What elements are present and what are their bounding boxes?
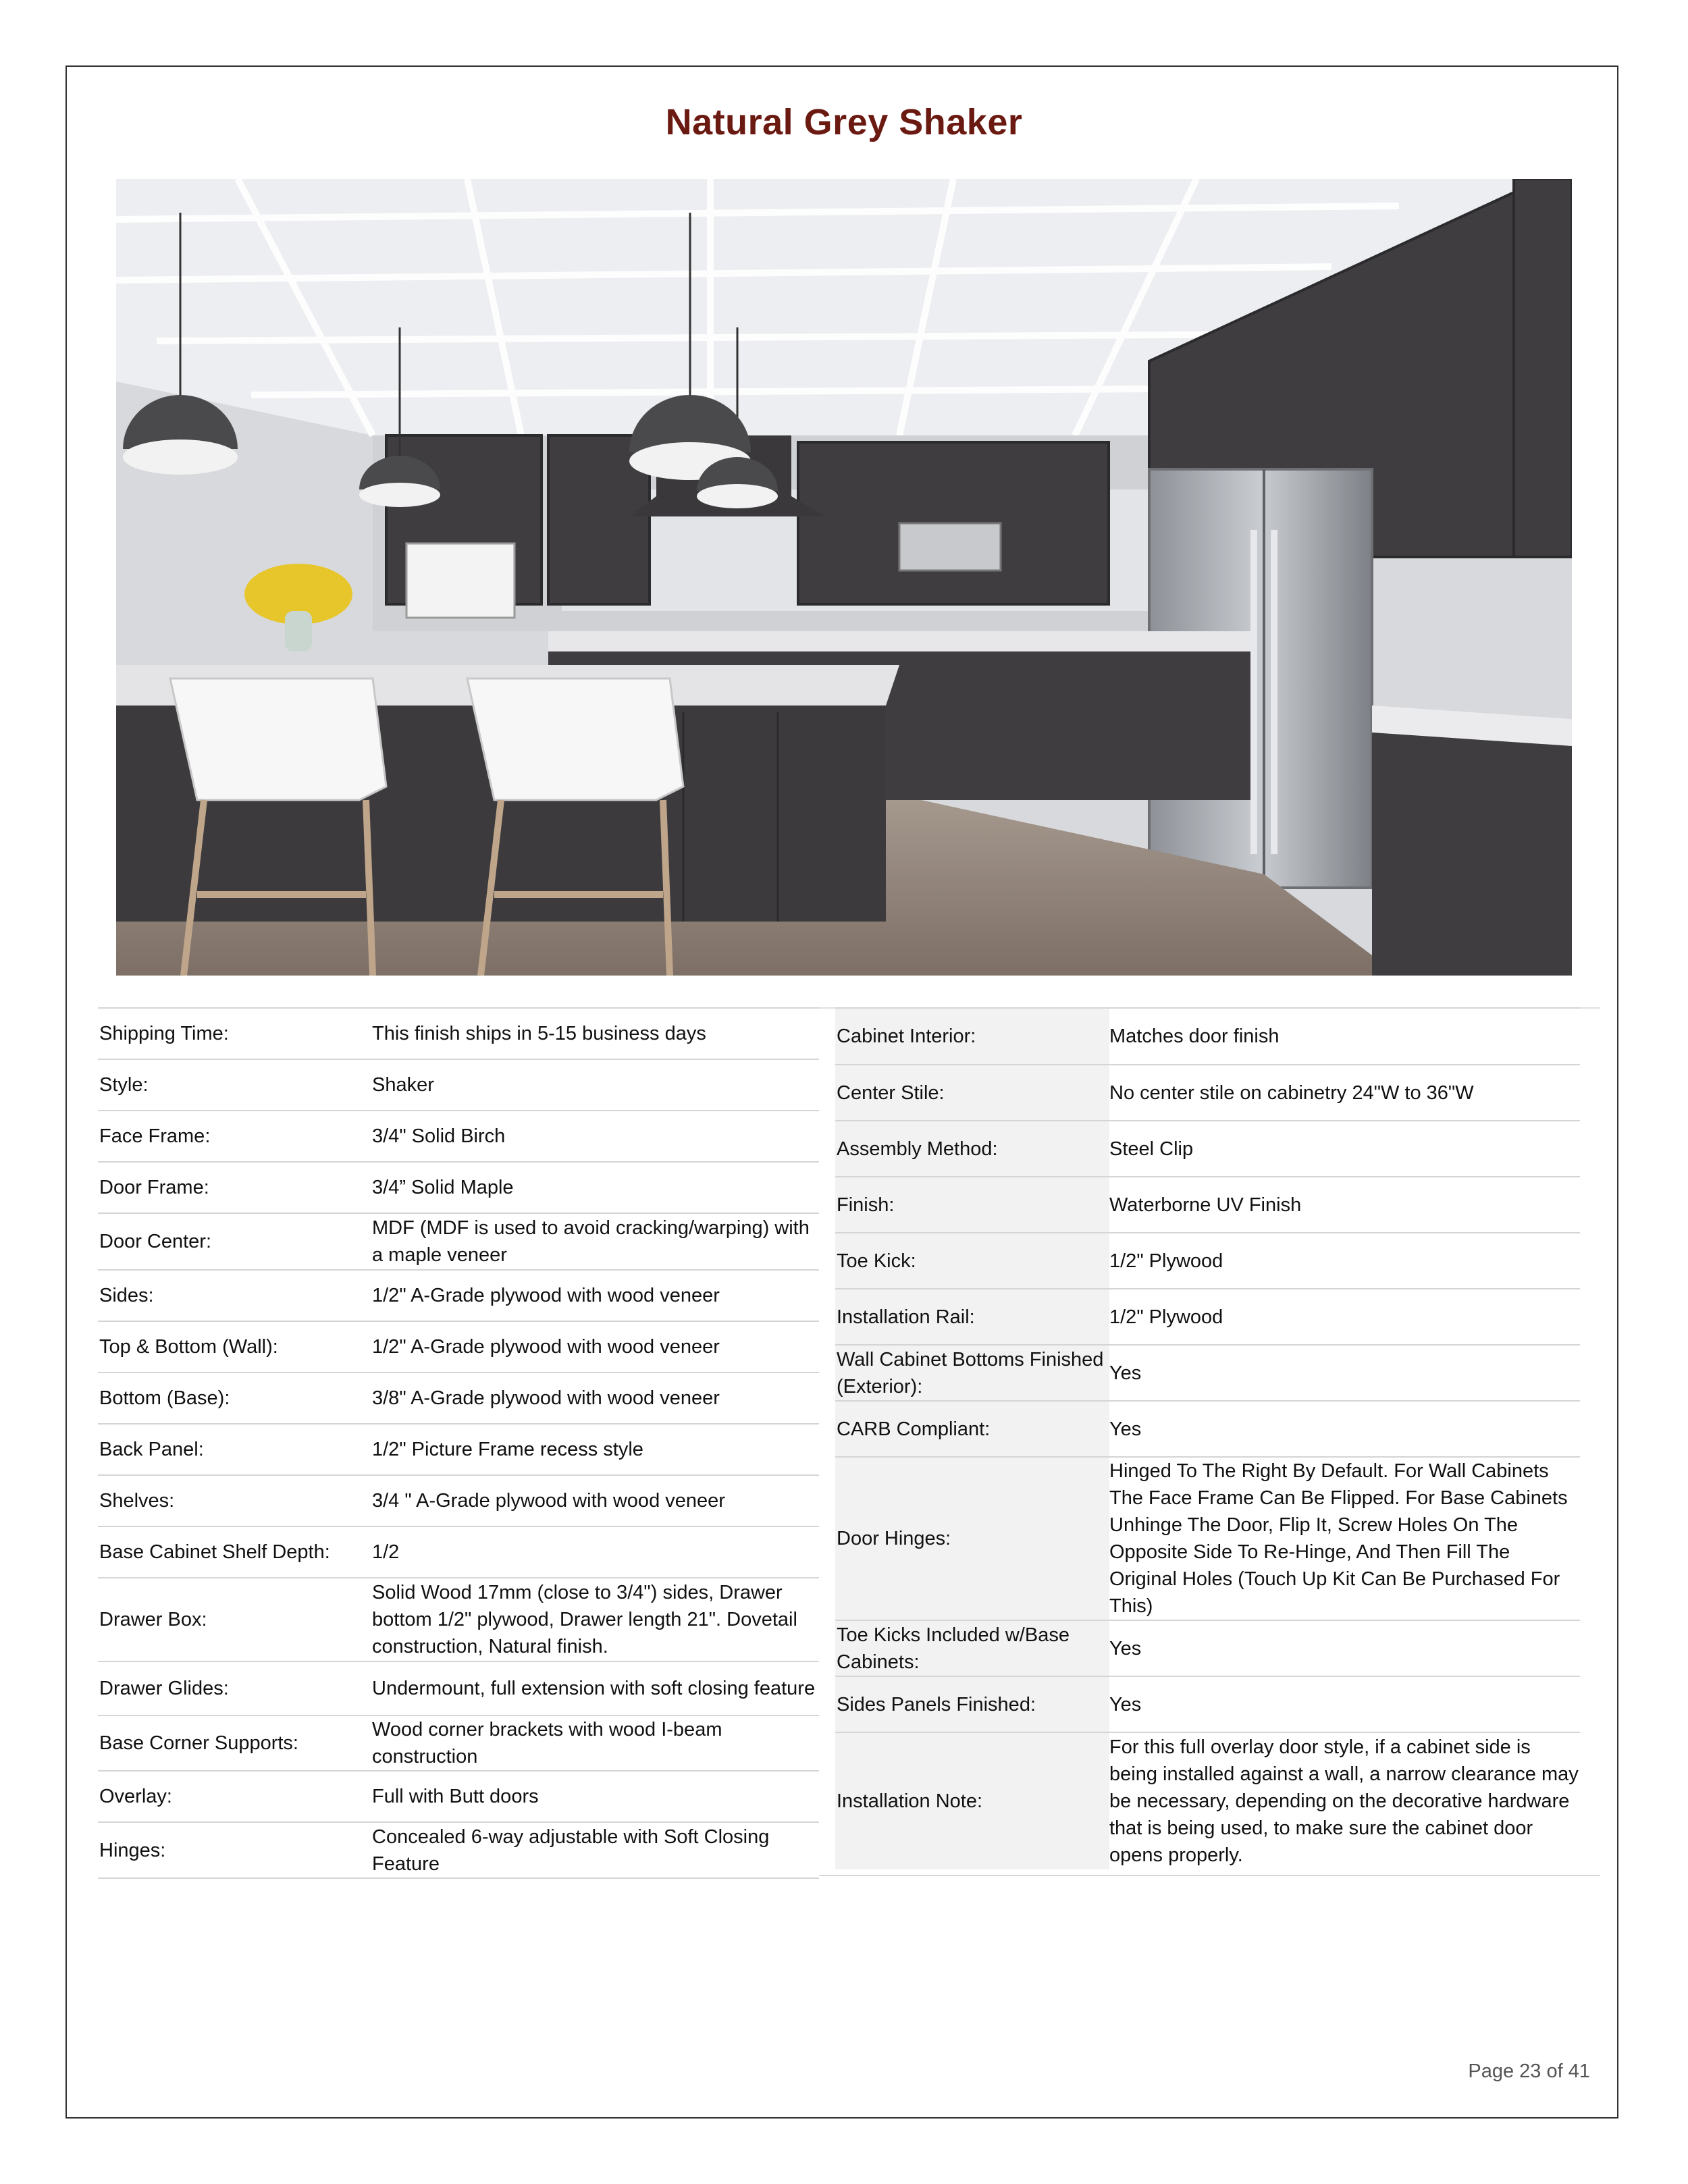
spec-label: Installation Rail: xyxy=(835,1289,1109,1344)
table-row xyxy=(835,1288,1580,1344)
spec-label: Base Corner Supports: xyxy=(99,1732,298,1754)
spec-value: 1/2" Plywood xyxy=(1109,1306,1223,1328)
spec-value: 3/4” Solid Maple xyxy=(372,1177,514,1198)
spec-label: Installation Note: xyxy=(835,1733,1109,1869)
spec-value: Solid Wood 17mm (close to 3/4") sides, Drawer bottom 1/2" plywood, Drawer length 21". Dovetail construction, Natural finish. xyxy=(372,1582,797,1657)
spec-label: Bottom (Base): xyxy=(99,1387,230,1409)
spec-value: Yes xyxy=(1109,1693,1142,1715)
spec-label: Top & Bottom (Wall): xyxy=(99,1336,278,1358)
spec-label: Sides: xyxy=(99,1285,154,1306)
table-row xyxy=(835,1400,1580,1456)
spec-value: 1/2" A-Grade plywood with wood veneer xyxy=(372,1285,720,1306)
table-row xyxy=(835,1232,1580,1288)
spec-label: Assembly Method: xyxy=(835,1121,1109,1176)
spec-label: Toe Kick: xyxy=(835,1233,1109,1288)
spec-label: Face Frame: xyxy=(99,1125,211,1147)
spec-table-left xyxy=(98,1007,819,1879)
spec-label: Door Hinges: xyxy=(835,1458,1109,1620)
spec-value: 1/2 xyxy=(372,1541,400,1563)
table-row xyxy=(835,1120,1580,1176)
spec-value: Waterborne UV Finish xyxy=(1109,1194,1302,1216)
table-row xyxy=(98,1423,819,1474)
spec-label: Drawer Glides: xyxy=(99,1678,229,1699)
spec-value: 3/4 " A-Grade plywood with wood veneer xyxy=(372,1490,725,1512)
table-row xyxy=(835,1456,1580,1620)
spec-value: Wood corner brackets with wood I-beam construction xyxy=(372,1719,722,1767)
spec-label: Toe Kicks Included w/Base Cabinets: xyxy=(835,1621,1109,1676)
spec-value: Concealed 6-way adjustable with Soft Closing Feature xyxy=(372,1826,770,1875)
spec-value: 3/8" A-Grade plywood with wood veneer xyxy=(372,1387,720,1409)
spec-label: CARB Compliant: xyxy=(835,1402,1109,1456)
table-row xyxy=(98,1269,819,1321)
spec-label: Shipping Time: xyxy=(99,1023,229,1044)
table-bottom-rule xyxy=(819,1875,1600,1876)
table-row xyxy=(835,1007,1580,1064)
spec-value: For this full overlay door style, if a cabinet side is being installed against a wall, a narrow clearance may be necessary, depending on the decorative hardware that is being used, to make sure the cabinet door opens properly. xyxy=(1109,1736,1579,1866)
spec-value: 1/2" A-Grade plywood with wood veneer xyxy=(372,1336,720,1358)
table-row xyxy=(98,1059,819,1110)
spec-value: Shaker xyxy=(372,1074,434,1096)
table-row xyxy=(98,1526,819,1577)
table-row xyxy=(98,1821,819,1879)
table-row xyxy=(98,1007,819,1059)
spec-label: Wall Cabinet Bottoms Finished (Exterior): xyxy=(835,1346,1109,1400)
table-row xyxy=(98,1161,819,1213)
spec-value: 1/2" Plywood xyxy=(1109,1250,1223,1272)
spec-label: Sides Panels Finished: xyxy=(835,1677,1109,1732)
spec-label: Drawer Box: xyxy=(99,1609,207,1630)
table-row xyxy=(98,1577,819,1661)
spec-label: Back Panel: xyxy=(99,1439,204,1460)
table-row xyxy=(98,1715,819,1770)
table-row xyxy=(835,1732,1580,1869)
spec-label: Door Frame: xyxy=(99,1177,209,1198)
spec-table-right xyxy=(835,1007,1580,1869)
spec-value: 3/4" Solid Birch xyxy=(372,1125,506,1147)
spec-value: Undermount, full extension with soft closing feature xyxy=(372,1678,816,1699)
table-row xyxy=(835,1676,1580,1732)
table-row xyxy=(98,1661,819,1715)
spec-value: Yes xyxy=(1109,1418,1142,1440)
table-row xyxy=(835,1064,1580,1120)
spec-label: Hinges: xyxy=(99,1839,166,1861)
spec-value: This finish ships in 5-15 business days xyxy=(372,1023,706,1044)
spec-value: Yes xyxy=(1109,1637,1142,1659)
page-number: Page 23 of 41 xyxy=(1468,2060,1590,2082)
table-row xyxy=(98,1321,819,1372)
spec-label: Overlay: xyxy=(99,1786,172,1807)
spec-value: Steel Clip xyxy=(1109,1138,1194,1160)
table-row xyxy=(98,1110,819,1161)
spec-value: Full with Butt doors xyxy=(372,1786,539,1807)
table-row xyxy=(98,1474,819,1526)
table-row xyxy=(835,1344,1580,1400)
spec-value: 1/2" Picture Frame recess style xyxy=(372,1439,643,1460)
spec-value: Yes xyxy=(1109,1362,1142,1384)
spec-label: Style: xyxy=(99,1074,149,1096)
spec-label: Door Center: xyxy=(99,1231,212,1252)
table-row xyxy=(835,1620,1580,1676)
spec-label: Shelves: xyxy=(99,1490,175,1512)
spec-value: No center stile on cabinetry 24"W to 36"W xyxy=(1109,1082,1474,1104)
kitchen-photo xyxy=(116,179,1572,976)
table-row xyxy=(98,1213,819,1269)
spec-label: Base Cabinet Shelf Depth: xyxy=(99,1541,330,1563)
spec-label: Cabinet Interior: xyxy=(835,1009,1109,1064)
spec-label: Finish: xyxy=(835,1177,1109,1232)
table-row xyxy=(835,1176,1580,1232)
spec-value: MDF (MDF is used to avoid cracking/warping) with a maple veneer xyxy=(372,1217,810,1266)
table-row xyxy=(98,1372,819,1423)
table-row xyxy=(98,1770,819,1821)
spec-label: Center Stile: xyxy=(835,1065,1109,1120)
spec-value: Matches door finish xyxy=(1109,1026,1280,1047)
page-title: Natural Grey Shaker xyxy=(665,102,1023,142)
spec-value: Hinged To The Right By Default. For Wall Cabinets The Face Frame Can Be Flipped. For Base Cabinets Unhinge The Door, Flip It, Screw Holes On The Opposite Side To Re-Hinge, And Then Fill The Original Holes (Touch Up Kit Can Be Purchased For This) xyxy=(1109,1460,1568,1617)
